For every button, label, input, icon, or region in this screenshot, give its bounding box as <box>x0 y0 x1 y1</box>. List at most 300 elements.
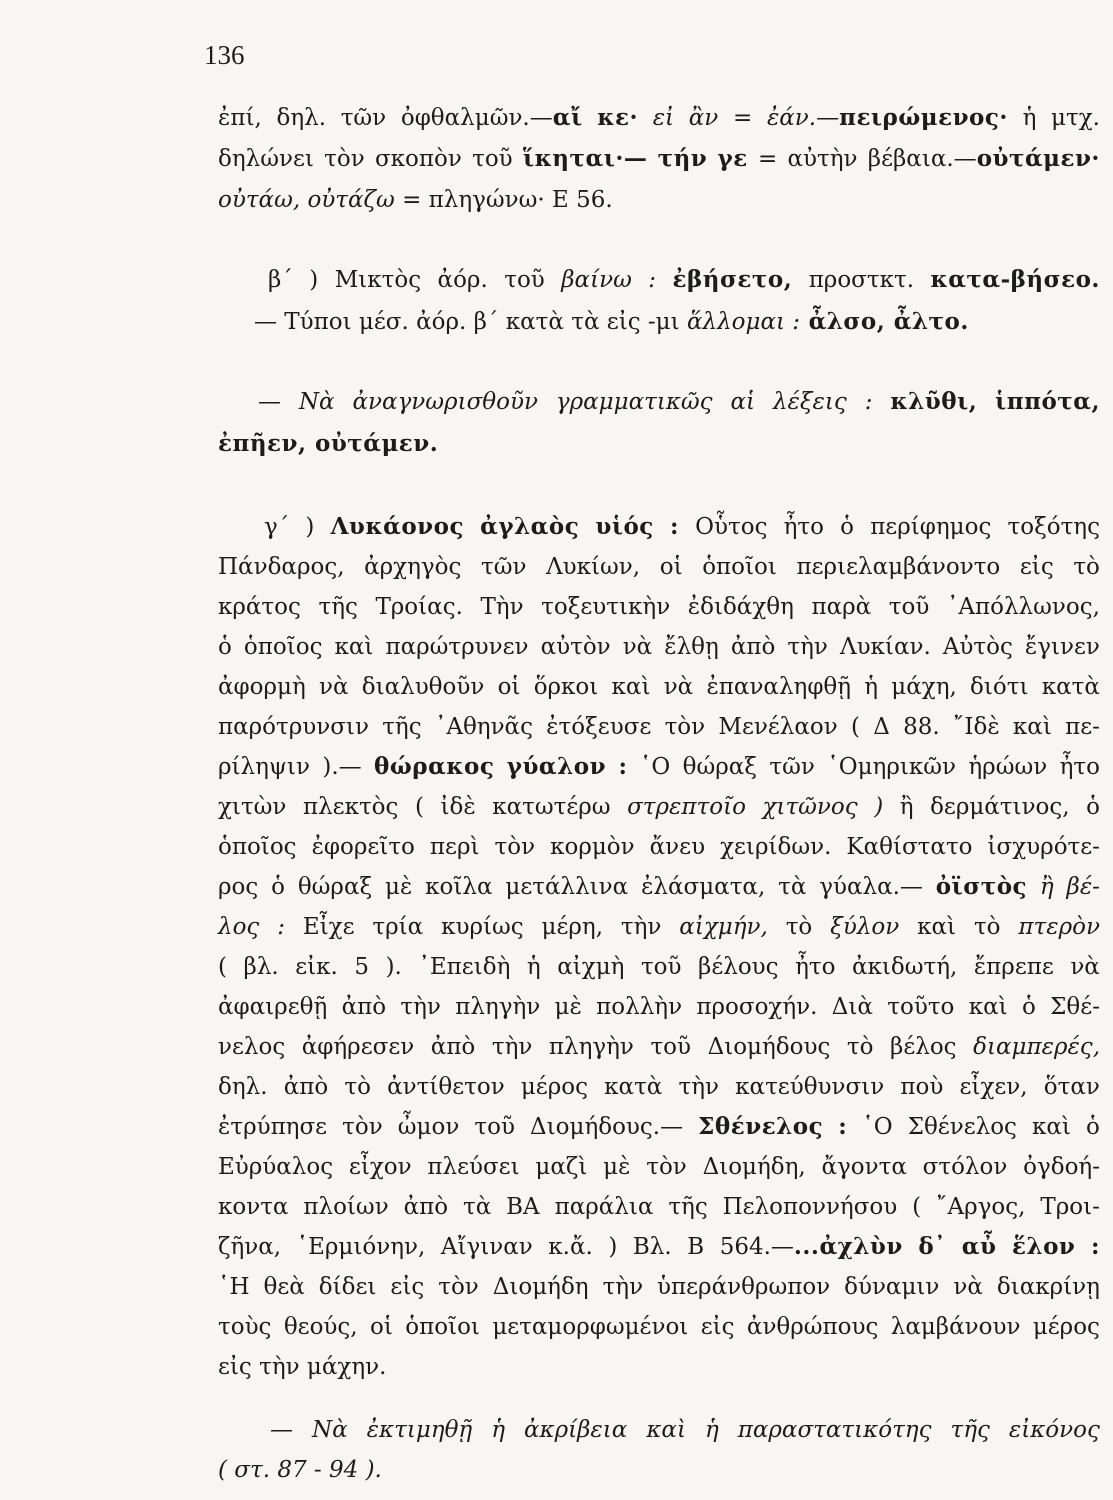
italic-text: ἅλλομαι : <box>686 309 801 335</box>
word: ) <box>608 1234 618 1260</box>
word: δερμάτινος, <box>930 794 1070 820</box>
word: κατεύθυνσιν <box>735 1074 885 1100</box>
word: ἀναγνωρισθοῦν <box>352 389 538 415</box>
word: χιτῶνος <box>762 794 858 820</box>
word: τῶν <box>769 754 815 780</box>
word: ἀρχηγὸς <box>364 554 462 580</box>
word: ) <box>309 267 319 293</box>
word: Καθίστατο <box>846 834 973 860</box>
text-line <box>218 1452 1100 1488</box>
word: ῎Αργος, <box>936 1194 1026 1220</box>
word: τὸ <box>344 1074 371 1100</box>
word: ἐπί, <box>218 105 262 131</box>
text-line <box>218 141 1100 177</box>
word: : <box>838 1113 848 1140</box>
word: ἀκρίβεια <box>523 1417 628 1443</box>
word: βέλος <box>890 1034 957 1060</box>
word: μὲ <box>603 1154 631 1180</box>
word: πολλὴν <box>596 994 683 1020</box>
word: παρὰ <box>811 594 872 620</box>
word: ῾Η <box>218 1274 250 1300</box>
word: ἀνθρώπους <box>746 1314 879 1340</box>
word: πληγὴν <box>455 994 541 1020</box>
word: καὶ <box>646 1417 686 1443</box>
word: κε· <box>597 104 639 131</box>
word: ἀπὸ <box>341 994 387 1020</box>
word: τῶν <box>480 554 527 580</box>
text-line <box>218 709 1100 745</box>
word: ἄγοντα <box>821 1154 907 1180</box>
word: διαμπερές, <box>973 1034 1100 1060</box>
word: ὁ <box>218 634 232 660</box>
word: τῆς <box>668 1194 708 1220</box>
word: τὴν <box>787 634 828 660</box>
text-run: εἰς τὴν μάχην. <box>218 1354 387 1380</box>
word: ἀόρ. <box>437 267 488 293</box>
word: Νὰ <box>312 1417 348 1443</box>
word: μαζὶ <box>535 1154 588 1180</box>
word: τὴν <box>400 994 441 1020</box>
word: ὦμον <box>397 1114 460 1140</box>
word: Σθέ- <box>1050 994 1100 1020</box>
word: ἢ <box>1039 874 1054 900</box>
word: παράλια <box>554 1194 654 1220</box>
word: Εὐρύαλος <box>218 1154 334 1180</box>
word: — <box>270 1417 293 1443</box>
word: μετάλλινα <box>505 874 629 900</box>
word: μάχη, <box>891 674 957 700</box>
word: ἡ <box>491 1417 505 1443</box>
word: τὸ <box>785 914 813 940</box>
word: ζῆνα, <box>218 1234 282 1260</box>
word: αἰχμήν, <box>679 914 768 940</box>
word: Λυκάονος <box>330 513 464 540</box>
word: Διομήδους <box>707 1034 831 1060</box>
word: περίφημος <box>870 514 992 540</box>
word: πλοίων <box>303 1194 389 1220</box>
word: γραμματικῶς <box>555 389 713 415</box>
word: τοῦ <box>504 267 545 293</box>
word: τοῦ <box>474 1114 515 1140</box>
word: Τροι- <box>1040 1194 1100 1220</box>
word: τοξότης <box>1007 514 1100 540</box>
word: ἡ <box>864 674 879 700</box>
word: στόλον <box>922 1154 1008 1180</box>
word: τοῦ <box>472 146 513 172</box>
word: τοῦ <box>650 1034 692 1060</box>
line-content <box>218 187 613 213</box>
word: ἰσχυρότε- <box>987 834 1100 860</box>
word: ἀπὸ <box>403 1194 449 1220</box>
word: ἐπαναληφθῇ <box>706 674 852 700</box>
word: Διομήδη, <box>702 1154 806 1180</box>
word: αὖ <box>961 1233 997 1260</box>
word: Λυκίαν. <box>839 634 931 660</box>
word: : <box>277 914 285 940</box>
word: Δ <box>873 714 890 740</box>
word: ῾Ερμιόνην, <box>296 1234 426 1260</box>
word: ( <box>218 954 227 980</box>
word: ).— <box>322 754 362 780</box>
text-line <box>218 1069 1100 1105</box>
text-line <box>218 589 1100 625</box>
word: Τροίας. <box>375 594 463 620</box>
word: Μικτὸς <box>334 267 422 293</box>
text-line <box>218 1029 1100 1065</box>
word: ἀπὸ <box>430 1034 476 1060</box>
word: — <box>258 389 281 415</box>
word: μτχ. <box>1051 105 1100 131</box>
word: δίδει <box>318 1274 377 1300</box>
text-line <box>218 1349 1100 1385</box>
word: ῾Ο <box>862 1114 893 1140</box>
word: νὰ <box>318 674 349 700</box>
text-line <box>218 869 1100 905</box>
text-line <box>254 304 1100 340</box>
word: τὰ <box>778 874 807 900</box>
word: τὸν <box>646 1154 687 1180</box>
word: κυρίως <box>441 914 524 940</box>
word: τοῦ <box>640 954 682 980</box>
word: ρίληψιν <box>218 754 310 780</box>
text-line <box>218 669 1100 705</box>
word: χιτὼν <box>218 794 287 820</box>
word: : <box>864 389 873 415</box>
text-line <box>218 100 1100 136</box>
text-line <box>218 1149 1100 1185</box>
word: τοῦτο <box>887 994 955 1020</box>
word: ἢ <box>899 794 914 820</box>
word: τὸ <box>846 1034 874 1060</box>
word: ῾Ο <box>639 754 671 780</box>
word: θώραξ <box>297 874 373 900</box>
word: β΄ <box>268 267 293 293</box>
line-content <box>218 1354 386 1380</box>
word: 5 <box>354 954 370 980</box>
word: πε- <box>1065 714 1100 740</box>
word: κορμὸν <box>550 834 635 860</box>
text-line <box>218 182 1100 218</box>
word: ὁ <box>1021 994 1036 1020</box>
word: εἶχον <box>348 1154 412 1180</box>
word: κοῖλα <box>425 874 493 900</box>
word: ἐκτιμηθῇ <box>366 1417 473 1443</box>
word: ὅρκοι <box>533 674 599 700</box>
word: ὁποῖοι <box>405 1314 480 1340</box>
word: τῆς <box>318 594 358 620</box>
word: κ.ἄ. <box>548 1234 593 1260</box>
word: βλ. <box>243 954 279 980</box>
word: κατὰ <box>1041 674 1100 700</box>
word: τὸ <box>973 914 1001 940</box>
word: χειρίδων. <box>720 834 832 860</box>
word: διαλυθοῦν <box>361 674 485 700</box>
word: παρώτρυνεν <box>385 634 529 660</box>
text-line <box>218 989 1100 1025</box>
word: προστκτ. <box>808 267 915 293</box>
word: ἰδὲ <box>440 794 476 820</box>
text-line <box>218 549 1100 585</box>
word: τὸν <box>664 714 706 740</box>
word: σκοπὸν <box>374 146 462 172</box>
word: 88. <box>903 714 940 740</box>
word: ἔπρεπε <box>973 954 1054 980</box>
word: πληγὴν <box>548 1034 634 1060</box>
word: ( <box>912 1194 922 1220</box>
word: : <box>669 513 679 540</box>
word: υἱός <box>595 513 654 540</box>
text-line <box>218 1269 1100 1305</box>
word: δύναμιν <box>844 1274 940 1300</box>
word: γύαλα.— <box>819 874 923 900</box>
word: ἐβήσετο, <box>672 266 793 293</box>
word: ἦτο <box>1059 754 1100 780</box>
word: βέβαια.—οὐτάμεν· <box>867 145 1100 172</box>
word: ἡ <box>1022 105 1037 131</box>
word: εἶχεν, <box>959 1074 1028 1100</box>
word: καὶ <box>1032 1114 1071 1140</box>
word: τὸν <box>324 146 365 172</box>
word: : <box>1090 1233 1100 1260</box>
text-line <box>218 829 1100 865</box>
word: διότι <box>970 674 1029 700</box>
word: μὲ <box>385 874 413 900</box>
word: τῆς <box>950 1417 990 1443</box>
text-line <box>218 1229 1100 1265</box>
text-line <box>218 426 1100 462</box>
word: κράτος <box>218 594 301 620</box>
word: Τὴν <box>480 594 524 620</box>
word: Εἶχε <box>302 914 355 940</box>
word: τήν <box>657 145 708 172</box>
text-line <box>218 1189 1100 1225</box>
word: κοντα <box>218 1194 289 1220</box>
word: νελος <box>218 1034 286 1060</box>
word: ἡ <box>526 954 541 980</box>
word: ἀπὸ <box>283 1074 329 1100</box>
word: στρεπτοῖο <box>627 794 746 820</box>
line-content <box>254 309 969 335</box>
word: καὶ <box>968 994 1008 1020</box>
word: ὀφθαλμῶν.—αἴ <box>400 104 583 131</box>
word: οἱ <box>497 674 521 700</box>
italic-text: ( στ. 87 - 94 ). <box>218 1457 382 1483</box>
word: τοῦ <box>888 594 930 620</box>
word: κατὰ <box>604 1074 663 1100</box>
word: αὐτὸν <box>540 634 611 660</box>
word: ἀφήρεσεν <box>301 1034 415 1060</box>
word: Β <box>687 1234 705 1260</box>
word: περιελαμβάνοντο <box>796 554 1001 580</box>
word: Πάνδαρος, <box>218 554 345 580</box>
page-number: 136 <box>204 40 245 70</box>
text-line <box>218 629 1100 665</box>
word: οἱ <box>659 554 683 580</box>
word: ( <box>414 794 424 820</box>
word: ἦτο <box>783 514 824 540</box>
text-run: = πληγώνω· Ε 56. <box>394 187 613 213</box>
word: μέρος <box>1032 1314 1100 1340</box>
word: Λυκίων, <box>546 554 641 580</box>
word: ἔγινεν <box>1024 634 1100 660</box>
word: κλῦθι, <box>890 388 978 415</box>
word: βαίνω <box>561 267 632 293</box>
line-content <box>218 431 438 457</box>
word: ἀφορμὴ <box>218 674 306 700</box>
word: ᾿Απόλλωνος, <box>946 594 1100 620</box>
word: ἐτόξευσε <box>546 714 652 740</box>
word: βέ- <box>1066 874 1100 900</box>
word: : <box>618 753 628 780</box>
word: νὰ <box>663 674 694 700</box>
word: τῶν <box>340 105 387 131</box>
word: καὶ <box>611 674 651 700</box>
word: ἵκηται·— <box>522 145 648 172</box>
word: = <box>732 105 753 131</box>
word: καὶ <box>334 634 374 660</box>
word: τὸν <box>438 1274 479 1300</box>
word: ἕλον <box>1011 1233 1076 1260</box>
text-line <box>218 909 1100 945</box>
word: ἱππότα, <box>995 388 1100 415</box>
word: εἰς <box>1019 554 1054 580</box>
word: Οὗτος <box>695 514 768 540</box>
word: δηλ. <box>276 105 326 131</box>
word: γε <box>717 145 748 172</box>
word: ὀϊστὸς <box>935 873 1028 900</box>
word: δ᾿ <box>918 1233 947 1260</box>
word: λέξεις <box>772 389 847 415</box>
word: ἡρώων <box>968 754 1048 780</box>
text-line <box>258 384 1100 420</box>
word: εἰς <box>700 1314 735 1340</box>
word: τὰ <box>462 1194 492 1220</box>
word: ὁ <box>1086 794 1100 820</box>
word: προσοχήν. <box>696 994 818 1020</box>
word: πλεκτὸς <box>302 794 399 820</box>
word: ἐδιδάχθη <box>687 594 794 620</box>
word: τὸν <box>494 834 536 860</box>
word: Διομήδους.— <box>530 1114 684 1140</box>
word: τὸν <box>342 1114 383 1140</box>
word: νὰ <box>1070 954 1100 980</box>
word: τὴν <box>620 914 662 940</box>
word: ( <box>850 714 860 740</box>
word: εἰ <box>652 105 675 131</box>
word: περὶ <box>429 834 480 860</box>
word: 564.—...ἀχλὺν <box>719 1233 903 1260</box>
italic-text: οὐτάω, οὐτάζω <box>218 187 395 213</box>
word: δηλώνει <box>218 146 314 172</box>
word: αὐτὴν <box>787 146 858 172</box>
word: ὀγδοή- <box>1023 1154 1100 1180</box>
word: ὁποῖος <box>218 834 297 860</box>
word: ὅταν <box>1043 1074 1100 1100</box>
word: ὁ <box>1086 1114 1100 1140</box>
word: τοξευτικὴν <box>541 594 671 620</box>
word: ὑπεράνθρωπον <box>657 1274 831 1300</box>
word: ῾Ομηρικῶν <box>827 754 956 780</box>
word: ξύλον <box>830 914 900 940</box>
word: ὁ <box>840 514 855 540</box>
word: μεταμορφωμένοι <box>492 1314 689 1340</box>
word: αἱ <box>730 389 756 415</box>
word: λος <box>218 914 260 940</box>
word: τοὺς <box>218 1314 272 1340</box>
word: μὲ <box>554 994 582 1020</box>
word: γύαλον <box>506 753 607 780</box>
text-run: — Τύποι μέσ. ἀόρ. β΄ κατὰ τὰ εἰς -μι <box>254 309 687 335</box>
word: κατωτέρω <box>492 794 611 820</box>
word: γ΄ <box>264 514 290 540</box>
word: ἡ <box>704 1417 719 1443</box>
word: : <box>648 267 657 293</box>
word: τρία <box>372 914 424 940</box>
bold-term: ἆλσο, ἆλτο. <box>800 308 969 335</box>
word: καὶ <box>1012 714 1052 740</box>
text-line <box>264 509 1100 545</box>
word: τὸ <box>1073 554 1100 580</box>
word: ἐτρύπησε <box>218 1114 328 1140</box>
text-line <box>270 1412 1100 1448</box>
word: οἱ <box>369 1314 393 1340</box>
word: μέρη, <box>541 914 604 940</box>
word: Μενέλαον <box>718 714 838 740</box>
word: νὰ <box>953 1274 983 1300</box>
word: = <box>757 146 778 172</box>
word: εἰκ. <box>295 954 338 980</box>
word: ἀντίθετον <box>387 1074 505 1100</box>
word: τῆς <box>382 714 422 740</box>
word: ἀπὸ <box>730 634 776 660</box>
word: Νὰ <box>298 389 335 415</box>
word: παραστατικότης <box>737 1417 932 1443</box>
word: ἀκιδωτή, <box>851 954 958 980</box>
text-line <box>218 949 1100 985</box>
word: εἰς <box>390 1274 425 1300</box>
text-line <box>218 1309 1100 1345</box>
word: θεὰ <box>263 1274 305 1300</box>
word: Βλ. <box>632 1234 672 1260</box>
text-line <box>218 749 1100 785</box>
word: ἂν <box>688 105 719 131</box>
word: ἦτο <box>795 954 836 980</box>
word: ἐφορεῖτο <box>311 834 415 860</box>
word: θώραξ <box>682 754 757 780</box>
word: Διὰ <box>831 994 873 1020</box>
word: θεούς, <box>283 1314 358 1340</box>
word: βέλους <box>698 954 779 980</box>
word: ὁ <box>271 874 285 900</box>
word: κατα-βήσεο. <box>930 266 1100 293</box>
word: μέρος <box>520 1074 588 1100</box>
word: ὁποῖοι <box>702 554 777 580</box>
word: λαμβάνουν <box>890 1314 1021 1340</box>
text-line <box>218 789 1100 825</box>
word: θώρακος <box>374 753 495 780</box>
word: ῎Ιδὲ <box>952 714 1000 740</box>
word: Πελοποννήσου <box>722 1194 898 1220</box>
text-line <box>218 1109 1100 1145</box>
word: τὴν <box>491 1034 533 1060</box>
word: εἰκόνος <box>1008 1417 1100 1443</box>
word: παρότρυνσιν <box>218 714 369 740</box>
word: ᾿Αθηνᾶς <box>434 714 533 740</box>
word: δηλ. <box>218 1074 268 1100</box>
text-line <box>268 262 1100 298</box>
word: ρος <box>218 874 259 900</box>
word: ). <box>385 954 402 980</box>
